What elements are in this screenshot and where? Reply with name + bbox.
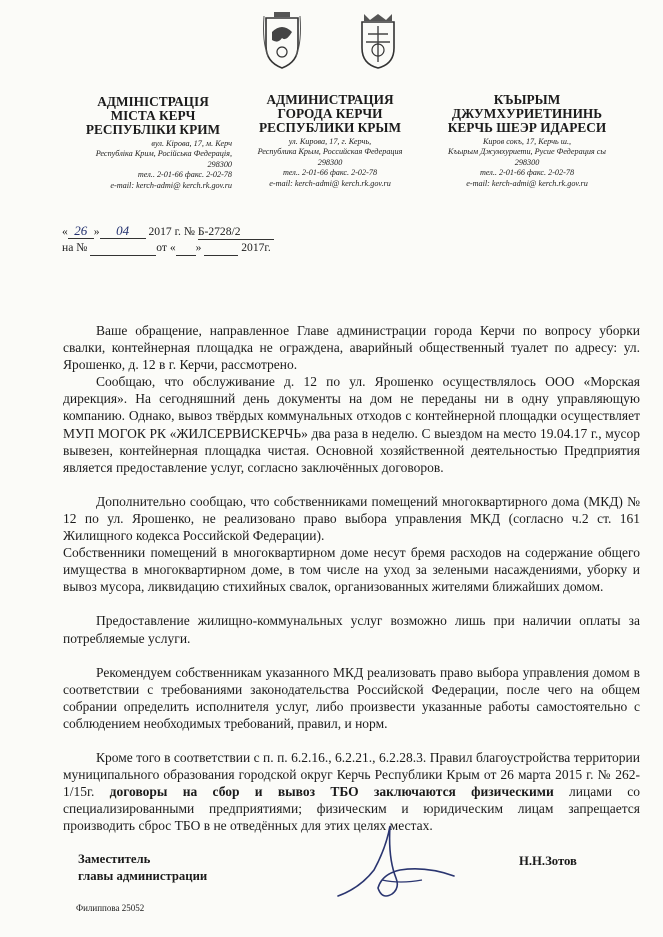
header-title-line: МІСТА КЕРЧ [110, 108, 196, 123]
header-title-line: РЕСПУБЛИКИ КРЫМ [258, 120, 402, 135]
address-line: Къырым Джумхуриети, Русие Федерация сы [448, 147, 606, 157]
paragraph: Ваше обращение, направленное Главе администрации города Керчи по вопросу уборки свалки, контейнерная площадка не ограждена, аварийный общественный туалет по адресу: ул. Ярошенко, д. 12 в г. Керчи, рассмотрено. [63, 323, 640, 373]
signatory-position [78, 851, 207, 885]
crimea-coat-of-arms-icon [260, 12, 304, 70]
address-line: вул. Кірова, 17, м. Керч [151, 139, 232, 148]
header-title-line: ДЖУМХУРИЕТИНИНЬ [451, 106, 603, 121]
address-line: Киров сокъ, 17, Керчь ш., [482, 137, 572, 146]
address-line: Республика Крым, Российская Федерация [257, 147, 403, 157]
address-line: e-mail: kerch-admi@ kerch.rk.gov.ru [110, 180, 232, 190]
address-line: тел.. 2-01-66 факс. 2-02-78 [282, 168, 378, 178]
paragraph: Рекомендуем собственникам указанного МКД реализовать право выбора управления домом в соответствии с требованиями законодательства Российской Федерации, после чего на общем собрании определить исполнителя услуг, либо произвести указанные работы самостоятельно с соблюдением необходимых требований, правил, и норм. [63, 664, 640, 731]
date-year-number-label: 2017 г. № [148, 225, 195, 238]
position-line: Заместитель [78, 852, 151, 866]
incoming-number-blank [90, 240, 156, 256]
header-title-line: ГОРОДА КЕРЧИ [277, 106, 383, 121]
header-address [250, 137, 410, 189]
header-title-line: РЕСПУБЛІКИ КРИМ [85, 122, 221, 137]
paragraph: Сообщаю, что обслуживание д. 12 по ул. Ярошенко осуществлялось ООО «Морская дирекция». На сегодняшний день документы на дом не переданы ни в одну управляющую компанию. Однако, вывоз твёрдых коммунальных отходов с контейнерной площадки осуществляет МУП МОГОК РК «ЖИЛСЕРВИСКЕРЧЬ» два раза в неделю. С выездом на место 19.04.17 г., мусор вывезен, контейнерная площадка чистая. Основной хозяйственной деятельностью Предприятия является предоставление услуг, согласно заключённых договоров. [63, 374, 640, 475]
paragraph-emphasis: договоры на сбор и вывоз ТБО заключаются физическими [109, 784, 554, 800]
header-address [432, 137, 622, 189]
paragraph: Дополнительно сообщаю, что собственниками помещений многоквартирного дома (МКД) № 12 по ул. Ярошенко, не реализовано право выбора управления МКД (согласно ч.2 ст. 161 Жилищного кодекса Российской Федерации). [63, 493, 640, 544]
address-line: Республіка Крим, Російська Федерація, [95, 149, 232, 159]
incoming-reference-line [62, 240, 274, 256]
incoming-number-label: на № [62, 241, 88, 254]
address-line: e-mail: kerch-admi@ kerch.rk.gov.ru [269, 178, 391, 188]
address-line: 298300 [207, 159, 232, 169]
handwritten-signature-icon [330, 818, 460, 908]
date-day: 26 [68, 223, 94, 239]
header-title-line: КЕРЧЬ ШЕЭР ИДАРЕСИ [447, 120, 607, 135]
address-line: e-mail: kerch-admi@ kerch.rk.gov.ru [466, 178, 588, 188]
address-line: тел.. 2-01-66 факс. 2-02-78 [479, 168, 575, 178]
signatory-name: Н.Н.Зотов [519, 854, 577, 868]
address-line: 298300 [514, 157, 540, 167]
paragraph-part: лицами со специализированными предприятиями; физическим и юридическим лицам запрещается производить сброс ТБО в не отведённых для этих целях местах. [63, 784, 641, 834]
header-crimean-tatar [432, 93, 622, 189]
date-month: 04 [100, 223, 146, 239]
outgoing-number: Б-2728/2 [198, 224, 274, 240]
executor-note: Филиппова 25052 [76, 903, 145, 913]
letter-body [63, 322, 640, 834]
incoming-date-label: от « [156, 241, 176, 254]
document-reference [62, 223, 274, 256]
outgoing-reference-line: « 26 » 04 2017 г. № Б-2728/2 [62, 223, 274, 240]
header-ukrainian [68, 95, 238, 191]
header-russian [250, 93, 410, 189]
position-line: главы администрации [78, 869, 208, 883]
header-title-line: АДМИНИСТРАЦИЯ [266, 92, 394, 107]
header-title-line: КЪЫРЫМ [493, 92, 561, 107]
address-line: ул. Кирова, 17, г. Керчь, [288, 137, 372, 146]
address-line: тел.. 2-01-66 факс. 2-02-78 [137, 170, 232, 180]
header-address [68, 139, 238, 191]
incoming-date-quote: » [195, 241, 202, 254]
paragraph-part: Кроме того в соответствии с п. п. 6.2.16., 6.2.21., 6.2.28.3. Правил благоустройства территории муниципального образования городской округ Керчь Республики Крым от 26 марта 2015 г. № 262-1/15г. [63, 749, 640, 800]
paragraph: Предоставление жилищно-коммунальных услуг возможно лишь при наличии оплаты за потребляемые услуги. [63, 613, 640, 646]
kerch-coat-of-arms-icon [356, 12, 400, 70]
header-title-line: АДМІНІСТРАЦІЯ [97, 94, 209, 109]
incoming-year: 2017г. [241, 241, 271, 254]
incoming-month-blank [204, 240, 238, 256]
paragraph: Собственники помещений в многоквартирном доме несут бремя расходов на содержание общего имущества в многоквартирном доме, в том числе на уход за зелеными насаждениями, уборку и вывоз мусора, ликвидацию стихийных свалок, организованных жителями ближайших домом. [63, 545, 640, 595]
address-line: 298300 [317, 157, 343, 167]
incoming-day-blank [176, 240, 196, 256]
